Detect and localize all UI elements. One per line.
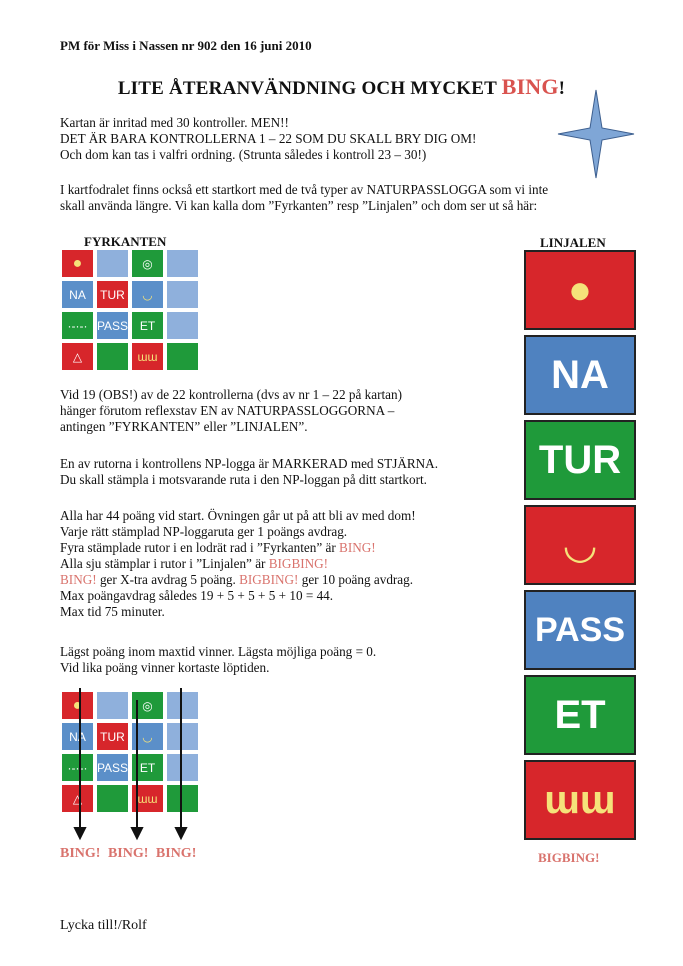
grid-tile: TUR [97, 281, 128, 308]
grid-tile [97, 250, 128, 277]
waves-icon: ɯɯ [524, 760, 636, 840]
bing-label: BING! [60, 846, 101, 861]
strip-tile: NA [524, 335, 636, 415]
dot-icon: ● [524, 250, 636, 330]
smile-icon: ◡ [132, 723, 163, 750]
signature: Lycka till!/Rolf [60, 918, 147, 933]
bigbing-label: BIGBING! [538, 850, 600, 865]
spiral-icon: ◎ [132, 250, 163, 277]
bing-label: BING! [107, 846, 149, 861]
grid-tile: ET [132, 754, 163, 781]
kartfodral-text: I kartfodralet finns också ett startkort med de två typer av NATURPASSLOGGA som vi inte skall använda längre. Vi kan kalla dom ”Fyrkanten” resp ”Linjalen” och dom ser ut så här: [60, 182, 549, 213]
waves-icon: ɯɯ [132, 343, 163, 370]
memo-header: PM för Miss i Nassen nr 902 den 16 juni 2010 [60, 38, 312, 53]
grid-tile: TUR [97, 723, 128, 750]
fyrkanten-grid [62, 250, 198, 370]
title-bing: BING [501, 74, 559, 99]
strip-tile: PASS [524, 590, 636, 670]
grid-tile [97, 343, 128, 370]
grid-tile: ET [132, 312, 163, 339]
dot-icon: ● [62, 692, 93, 719]
waves-icon: ɯɯ [132, 785, 163, 812]
grid-tile [167, 250, 198, 277]
dot-icon: ● [62, 250, 93, 277]
smile-icon: ◡ [132, 281, 163, 308]
grid-tile: NA [62, 723, 93, 750]
dashes-icon: ·-·-· [62, 312, 93, 339]
lowest-text: Lägst poäng inom maxtid vinner. Lägsta möjliga poäng = 0. Vid lika poäng vinner kortaste löptiden. [60, 644, 377, 675]
strip-tile: TUR [524, 420, 636, 500]
page-title: LITE ÅTERANVÄNDNING OCH MYCKET BING! [117, 74, 566, 99]
intro-text: Kartan är inritad med 30 kontroller. MEN!! DET ÄR BARA KONTROLLERNA 1 – 22 SOM DU SKALL BRY DIG OM! Och dom kan tas i valfri ordning. (Strunta således i kontroll 23 – 30!) [60, 115, 477, 162]
smile-icon: ◡ [524, 505, 636, 585]
triangle-icon: △ [62, 343, 93, 370]
grid-tile [167, 312, 198, 339]
compass-star-icon [556, 88, 636, 180]
linjalen-label: LINJALEN [540, 235, 606, 250]
bing-arrows [60, 684, 210, 844]
grid-tile: PASS [97, 312, 128, 339]
strip-tile: ET [524, 675, 636, 755]
spiral-icon: ◎ [132, 692, 163, 719]
linjalen-strip [524, 250, 636, 850]
rules-text: Alla har 44 poäng vid start. Övningen går ut på att bli av med dom! Varje rätt stämplad NP-loggaruta ger 1 poängs avdrag. Fyra stämplade rutor i en lodrät rad i ”Fyrkanten” är BING! Alla sju stämplar i rutor i ”Linjalen” är BIGBING! BING! ger X-tra avdrag 5 poäng. BIGBING! ger 10 poäng avdrag. Max poängavdrag således 19 + 5 + 5 + 5 + 10 = 44. Max tid 75 minuter. [60, 508, 416, 619]
grid-tile: PASS [97, 754, 128, 781]
dashes-icon: ·-·-· [62, 754, 93, 781]
bing-labels [60, 846, 196, 862]
grid-tile: NA [62, 281, 93, 308]
rutorna-text: En av rutorna i kontrollens NP-logga är MARKERAD med STJÄRNA. Du skall stämpla i motsvarande ruta i den NP-loggan på ditt startkort. [60, 456, 439, 487]
grid-tile [167, 343, 198, 370]
triangle-icon: △ [62, 785, 93, 812]
grid-tile [167, 281, 198, 308]
bing-label: BING! [155, 846, 197, 861]
fyrkanten-label: FYRKANTEN [84, 234, 167, 249]
vid19-text: Vid 19 (OBS!) av de 22 kontrollerna (dvs av nr 1 – 22 på kartan) hänger förutom reflexstav EN av NATURPASSLOGGORNA – antingen ”FYRKANTEN” eller ”LINJALEN”. [60, 387, 402, 434]
